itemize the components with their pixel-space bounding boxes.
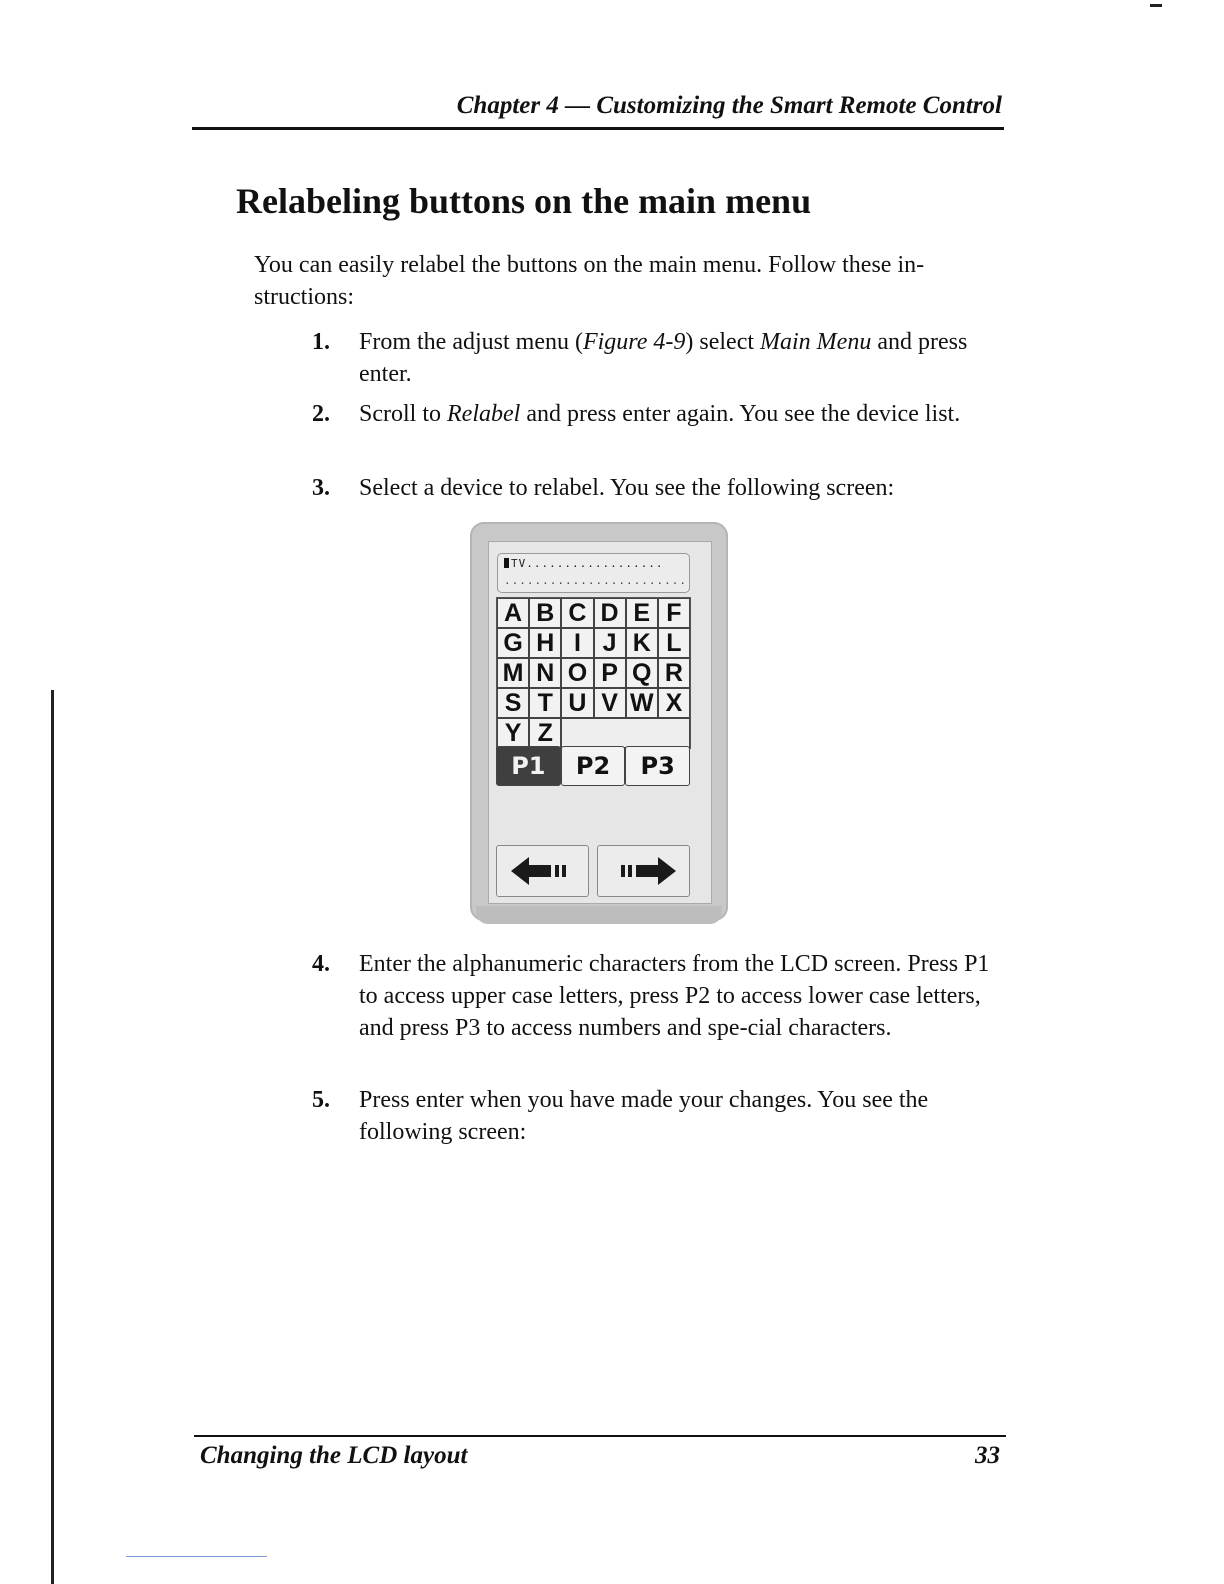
p1-button[interactable]: P1	[496, 746, 561, 786]
device-label: TV	[511, 557, 527, 570]
intro-paragraph: You can easily relabel the buttons on the main menu. Follow these in-structions:	[254, 252, 925, 310]
footer-rule	[194, 1435, 1006, 1437]
key-t[interactable]: T	[529, 688, 561, 718]
key-b[interactable]: B	[529, 598, 561, 628]
key-i[interactable]: I	[561, 628, 593, 658]
header-rule	[192, 127, 1004, 130]
step-text: Select a device to relabel. You see the following screen:	[359, 475, 895, 501]
scan-edge-bar	[51, 690, 54, 1584]
key-d[interactable]: D	[594, 598, 626, 628]
step-number: 1.	[312, 329, 330, 355]
step-text: From the adjust menu (Figure 4-9) select Main Menu and press enter.	[359, 329, 968, 387]
key-e[interactable]: E	[626, 598, 658, 628]
key-k[interactable]: K	[626, 628, 658, 658]
left-arrow-icon	[511, 856, 575, 886]
key-h[interactable]: H	[529, 628, 561, 658]
step-text: Scroll to Relabel and press enter again. You see the device list.	[359, 401, 961, 427]
name-dots-line2: ........................	[504, 574, 687, 587]
previous-button[interactable]	[496, 845, 589, 897]
key-q[interactable]: Q	[626, 658, 658, 688]
page-number: 33	[975, 1442, 1000, 1469]
key-y[interactable]: Y	[497, 718, 529, 748]
key-x[interactable]: X	[658, 688, 690, 718]
key-v[interactable]: V	[594, 688, 626, 718]
key-g[interactable]: G	[497, 628, 529, 658]
device-name-field[interactable]	[497, 553, 690, 593]
remote-device-base	[476, 906, 722, 924]
nav-buttons	[496, 845, 690, 897]
page-selector	[496, 746, 690, 786]
key-s[interactable]: S	[497, 688, 529, 718]
key-f[interactable]: F	[658, 598, 690, 628]
scan-bottom-line	[126, 1556, 267, 1557]
key-w[interactable]: W	[626, 688, 658, 718]
key-c[interactable]: C	[561, 598, 593, 628]
chapter-header: Chapter 4 — Customizing the Smart Remote Control	[456, 92, 1002, 119]
step-number: 3.	[312, 475, 330, 501]
footer-section-title: Changing the LCD layout	[200, 1442, 468, 1469]
key-j[interactable]: J	[594, 628, 626, 658]
scan-corner-mark	[1150, 4, 1162, 7]
step-text: Press enter when you have made your changes. You see the following screen:	[359, 1087, 929, 1145]
key-m[interactable]: M	[497, 658, 529, 688]
cursor-block-icon	[504, 558, 509, 568]
step-text: Enter the alphanumeric characters from the LCD screen. Press P1 to access upper case letters, press P2 to access lower case letters, and press P3 to access numbers and spe-cial characters.	[359, 951, 990, 1041]
key-blank	[561, 718, 690, 748]
key-z[interactable]: Z	[529, 718, 561, 748]
step-number: 5.	[312, 1087, 330, 1113]
key-u[interactable]: U	[561, 688, 593, 718]
p2-button[interactable]: P2	[561, 746, 626, 786]
name-dots-line1: ..................	[526, 557, 664, 570]
key-l[interactable]: L	[658, 628, 690, 658]
next-button[interactable]	[597, 845, 690, 897]
section-heading: Relabeling buttons on the main menu	[236, 181, 812, 221]
step-number: 2.	[312, 401, 330, 427]
key-a[interactable]: A	[497, 598, 529, 628]
key-p[interactable]: P	[594, 658, 626, 688]
key-o[interactable]: O	[561, 658, 593, 688]
step-number: 4.	[312, 951, 330, 977]
key-r[interactable]: R	[658, 658, 690, 688]
p3-button[interactable]: P3	[625, 746, 690, 786]
key-n[interactable]: N	[529, 658, 561, 688]
letter-keypad	[496, 597, 691, 749]
right-arrow-icon	[612, 856, 676, 886]
